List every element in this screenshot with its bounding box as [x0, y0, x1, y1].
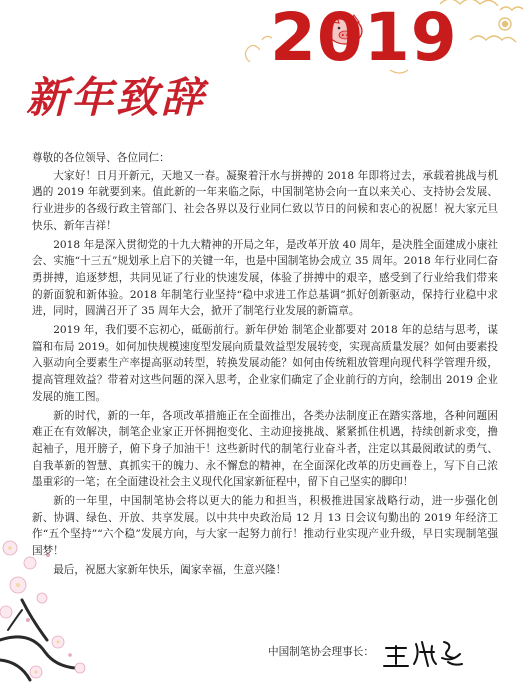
year-title: 2019	[270, 0, 458, 76]
letter-closing: 最后，祝愿大家新年快乐，阖家幸福，生意兴隆！	[53, 563, 287, 576]
letter-paragraph: 大家好！日月开新元，天地又一春。凝聚着汗水与拼搏的 2018 年即将过去，承载着挑战与机遇的 2019 年就要到来。值此新的一年来临之际，中国制笔协会向一直以来关心、支持协会发展、行业进步的各级行政主管部门、社会各界以及行业同仁致以节日的问候和衷心的祝愿！祝大家元旦快乐、新年吉祥！	[32, 169, 498, 232]
letter-body	[32, 150, 498, 579]
signature-title: 中国制笔协会理事长：	[268, 646, 374, 658]
letter-paragraph: 2018 年是深入贯彻党的十九大精神的开局之年，是改革开放 40 周年，是决胜全面建成小康社会、实施“十三五”规划承上启下的关键一年，也是中国制笔协会成立 35 周年。2018 年行业同仁奋勇拼搏，追逐梦想，共同见证了行业的快速发展，体验了拼搏中的艰辛，感受到了行业给我们带来的新面貌和新体验。2018 年制笔行业坚持“稳中求进工作总基调”抓好创新驱动，保持行业稳中求进，同时，圆满召开了 35 周年大会，掀开了制笔行业发展的新篇章。	[32, 238, 498, 318]
letter-paragraph: 新的一年里，中国制笔协会将以更大的能力和担当，积极推进国家战略行动，进一步强化创新、协调、绿色、开放、共享发展。以中共中央政治局 12 月 13 日会议句勤出的 2019 年经济工作“五个坚持”“六个稳”发展方向，与大家一起努力前行！推动行业实现产业升级，早日实现制笔强国梦！	[32, 495, 498, 558]
letter-greeting: 尊敬的各位领导、各位同仁：	[32, 152, 170, 164]
page-title: 新年致辞	[26, 73, 207, 122]
letter-paragraph: 新的时代，新的一年，各项改革措施正在全面推出，各类办法制度正在踏实落地，各种问题困难正在有效解决，制笔企业家正开怀拥抱变化、主动迎接挑战、紧紧抓住机遇，持续创新求变，撸起袖子，甩开膀子，俯下身子加油干！这些新时代的制笔行业奋斗者，注定以其最阅敢试的勇气、自我革新的智慧、真抓实干的魄力、永不懈怠的精神，在全面深化改革的历史画卷上，写下自己浓墨重彩的一笔；在全面建设社会主义现代化国家新征程中，留下自己坚实的脚印！	[32, 409, 498, 489]
letter-paragraph: 2019 年，我们要不忘初心，砥砺前行。新年伊始 制笔企业都要对 2018 年的总结与思考，谋篇和布局 2019。如何加快规模速度型发展向质量效益型发展转变，实现高质量发展？如何由要素投入驱动向全要素生产率提高驱动转型，转换发展动能？如何由传统粗放管理向现代科学管理升级，提高管理效益？带着对这些问题的深入思考，企业家们确定了企业前行的方向，绘制出 2019 企业发展的施工图。	[32, 324, 498, 403]
handwritten-signature	[382, 636, 472, 670]
